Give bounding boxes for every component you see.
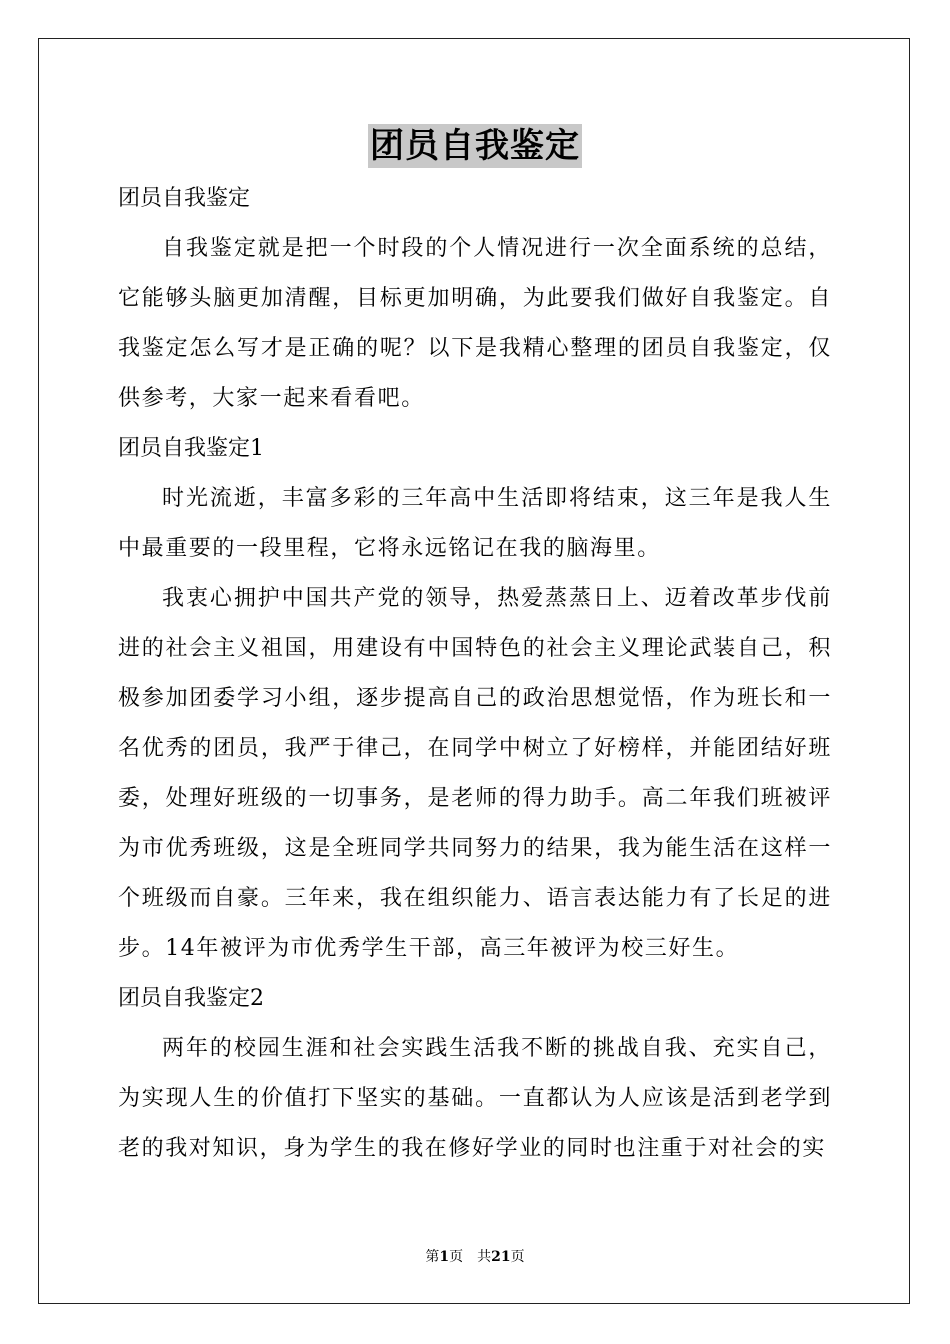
page-footer	[0, 1247, 950, 1267]
section-heading: 团员自我鉴定2	[118, 986, 264, 1011]
paragraph: 两年的校园生涯和社会实践生活我不断的挑战自我、充实自己，为实现人生的价值打下坚实的基础。一直都认为人应该是活到老学到老的我对知识，身为学生的我在修好学业的同时也注重于对社会的实	[118, 1036, 832, 1161]
section-heading: 团员自我鉴定1	[118, 436, 264, 461]
document-body	[118, 174, 832, 1174]
footer-page-current: 1	[439, 1249, 450, 1265]
paragraph: 我衷心拥护中国共产党的领导，热爱蒸蒸日上、迈着改革步伐前进的社会主义祖国，用建设有中国特色的社会主义理论武装自己，积极参加团委学习小组，逐步提高自己的政治思想觉悟，作为班长和一名优秀的团员，我严于律己，在同学中树立了好榜样，并能团结好班委，处理好班级的一切事务，是老师的得力助手。高二年我们班被评为市优秀班级，这是全班同学共同努力的结果，我为能生活在这样一个班级而自豪。三年来，我在组织能力、语言表达能力有了长足的进步。14年被评为市优秀学生干部，高三年被评为校三好生。	[118, 586, 832, 961]
footer-mid: 页 共	[449, 1249, 492, 1265]
paragraph: 时光流逝，丰富多彩的三年高中生活即将结束，这三年是我人生中最重要的一段里程，它将永远铭记在我的脑海里。	[118, 486, 832, 561]
footer-prefix: 第	[425, 1249, 440, 1265]
section-heading: 团员自我鉴定	[118, 186, 251, 211]
paragraph: 自我鉴定就是把一个时段的个人情况进行一次全面系统的总结，它能够头脑更加清醒，目标更加明确，为此要我们做好自我鉴定。自我鉴定怎么写才是正确的呢？以下是我精心整理的团员自我鉴定，仅供参考，大家一起来看看吧。	[118, 236, 832, 411]
title-container	[0, 124, 950, 168]
document-title: 团员自我鉴定	[370, 126, 580, 166]
footer-page-total: 21	[491, 1249, 511, 1265]
footer-suffix: 页	[510, 1249, 525, 1265]
